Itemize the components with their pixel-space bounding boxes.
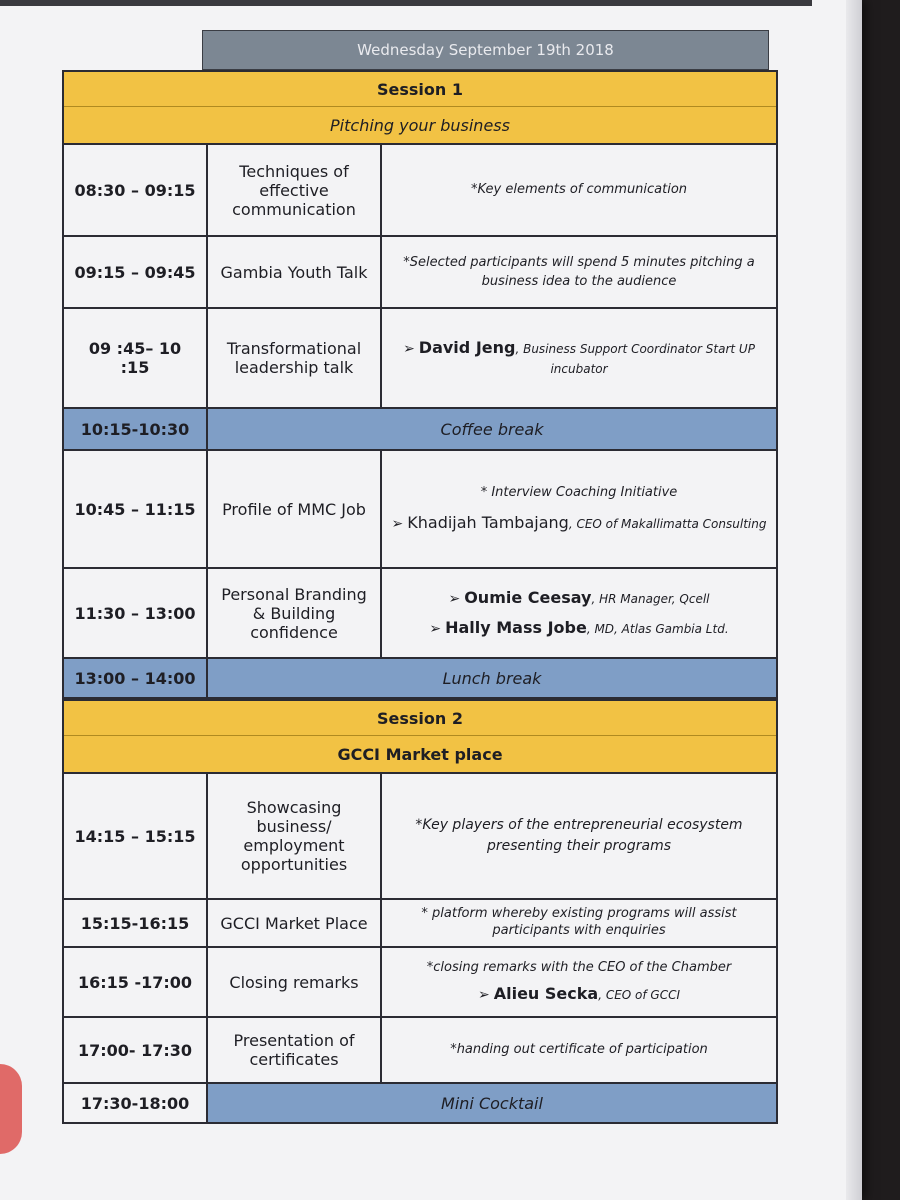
table-row bbox=[62, 145, 778, 237]
description-text: *Key players of the entrepreneurial ecosystem presenting their programs bbox=[415, 817, 743, 854]
speaker-role: , Business Support Coordinator Start UP incubator bbox=[515, 342, 755, 377]
table-row bbox=[62, 569, 778, 659]
desc-cell bbox=[382, 774, 776, 898]
table-row bbox=[62, 900, 778, 948]
speaker-role: , HR Manager, Qcell bbox=[591, 592, 710, 606]
time-cell: 14:15 – 15:15 bbox=[64, 774, 208, 898]
title-cell: Techniques of effective communication bbox=[208, 145, 382, 235]
arrowhead-bullet-icon: ➢ bbox=[403, 341, 415, 358]
description-text: *Key elements of communication bbox=[470, 182, 688, 198]
desc-cell bbox=[382, 237, 776, 307]
title-cell: GCCI Market Place bbox=[208, 900, 382, 946]
title-cell: Showcasing business/ employment opportunities bbox=[208, 774, 382, 898]
session-label: Session 2 bbox=[64, 701, 776, 736]
time-cell: 15:15-16:15 bbox=[64, 900, 208, 946]
paper-edge bbox=[846, 0, 862, 1200]
description-text: *Selected participants will spend 5 minutes pitching a business idea to the audience bbox=[403, 254, 755, 289]
break-label: Coffee break bbox=[208, 409, 776, 449]
time-cell: 17:30-18:00 bbox=[64, 1084, 208, 1122]
speaker-name: David Jeng bbox=[418, 338, 516, 358]
time-cell: 09:15 – 09:45 bbox=[64, 237, 208, 307]
speaker-name: Khadijah Tambajang bbox=[407, 512, 569, 532]
schedule-table bbox=[62, 70, 778, 1124]
time-cell: 08:30 – 09:15 bbox=[64, 145, 208, 235]
table-row bbox=[62, 237, 778, 309]
speaker-role: , MD, Atlas Gambia Ltd. bbox=[586, 622, 729, 636]
table-row bbox=[62, 1018, 778, 1084]
desc-cell bbox=[382, 1018, 776, 1082]
break-label: Mini Cocktail bbox=[208, 1084, 776, 1122]
desc-cell bbox=[382, 900, 776, 946]
top-rule bbox=[0, 0, 812, 6]
arrowhead-bullet-icon: ➢ bbox=[391, 515, 404, 532]
title-cell: Presentation of certificates bbox=[208, 1018, 382, 1082]
cocktail-row bbox=[62, 1084, 778, 1124]
arrowhead-bullet-icon: ➢ bbox=[429, 621, 442, 637]
session-1-header bbox=[62, 70, 778, 145]
desc-cell bbox=[382, 569, 776, 657]
table-row bbox=[62, 451, 778, 569]
date-header: Wednesday September 19th 2018 bbox=[202, 30, 769, 70]
session-label: Session 1 bbox=[64, 72, 776, 107]
session-title: Pitching your business bbox=[330, 115, 510, 135]
title-cell: Profile of MMC Job bbox=[208, 451, 382, 567]
table-row bbox=[62, 948, 778, 1018]
session-title: GCCI Market place bbox=[337, 744, 503, 764]
desc-cell bbox=[382, 451, 776, 567]
fingertip bbox=[0, 1064, 22, 1154]
arrowhead-bullet-icon: ➢ bbox=[448, 591, 461, 607]
time-cell: 09 :45– 10 :15 bbox=[64, 309, 208, 407]
table-row bbox=[62, 309, 778, 409]
coffee-break-row bbox=[62, 409, 778, 451]
speaker-role: , CEO of Makallimatta Consulting bbox=[568, 516, 767, 531]
description-text: * platform whereby existing programs will assist participants with enquiries bbox=[421, 906, 737, 938]
desc-cell bbox=[382, 145, 776, 235]
table-row bbox=[62, 774, 778, 900]
speaker-name: Alieu Secka bbox=[493, 983, 599, 1003]
session-2-header bbox=[62, 699, 778, 774]
desc-cell bbox=[382, 309, 776, 407]
speaker-role: , CEO of GCCI bbox=[598, 987, 681, 1002]
desc-cell bbox=[382, 948, 776, 1016]
description-text: * Interview Coaching Initiative bbox=[480, 485, 678, 501]
time-cell: 10:45 – 11:15 bbox=[64, 451, 208, 567]
title-cell: Personal Branding & Building confidence bbox=[208, 569, 382, 657]
time-cell: 13:00 – 14:00 bbox=[64, 659, 208, 697]
time-cell: 11:30 – 13:00 bbox=[64, 569, 208, 657]
time-cell: 17:00- 17:30 bbox=[64, 1018, 208, 1082]
speaker-name: Oumie Ceesay bbox=[464, 588, 592, 607]
title-cell: Gambia Youth Talk bbox=[208, 237, 382, 307]
break-label: Lunch break bbox=[208, 659, 776, 697]
time-cell: 10:15-10:30 bbox=[64, 409, 208, 449]
title-cell: Transformational leadership talk bbox=[208, 309, 382, 407]
lunch-break-row bbox=[62, 659, 778, 699]
time-cell: 16:15 -17:00 bbox=[64, 948, 208, 1016]
description-text: *closing remarks with the CEO of the Chamber bbox=[426, 960, 732, 976]
speaker-name: Hally Mass Jobe bbox=[445, 618, 587, 637]
description-text: *handing out certificate of participation bbox=[450, 1042, 708, 1058]
arrowhead-bullet-icon: ➢ bbox=[477, 986, 490, 1003]
title-cell: Closing remarks bbox=[208, 948, 382, 1016]
